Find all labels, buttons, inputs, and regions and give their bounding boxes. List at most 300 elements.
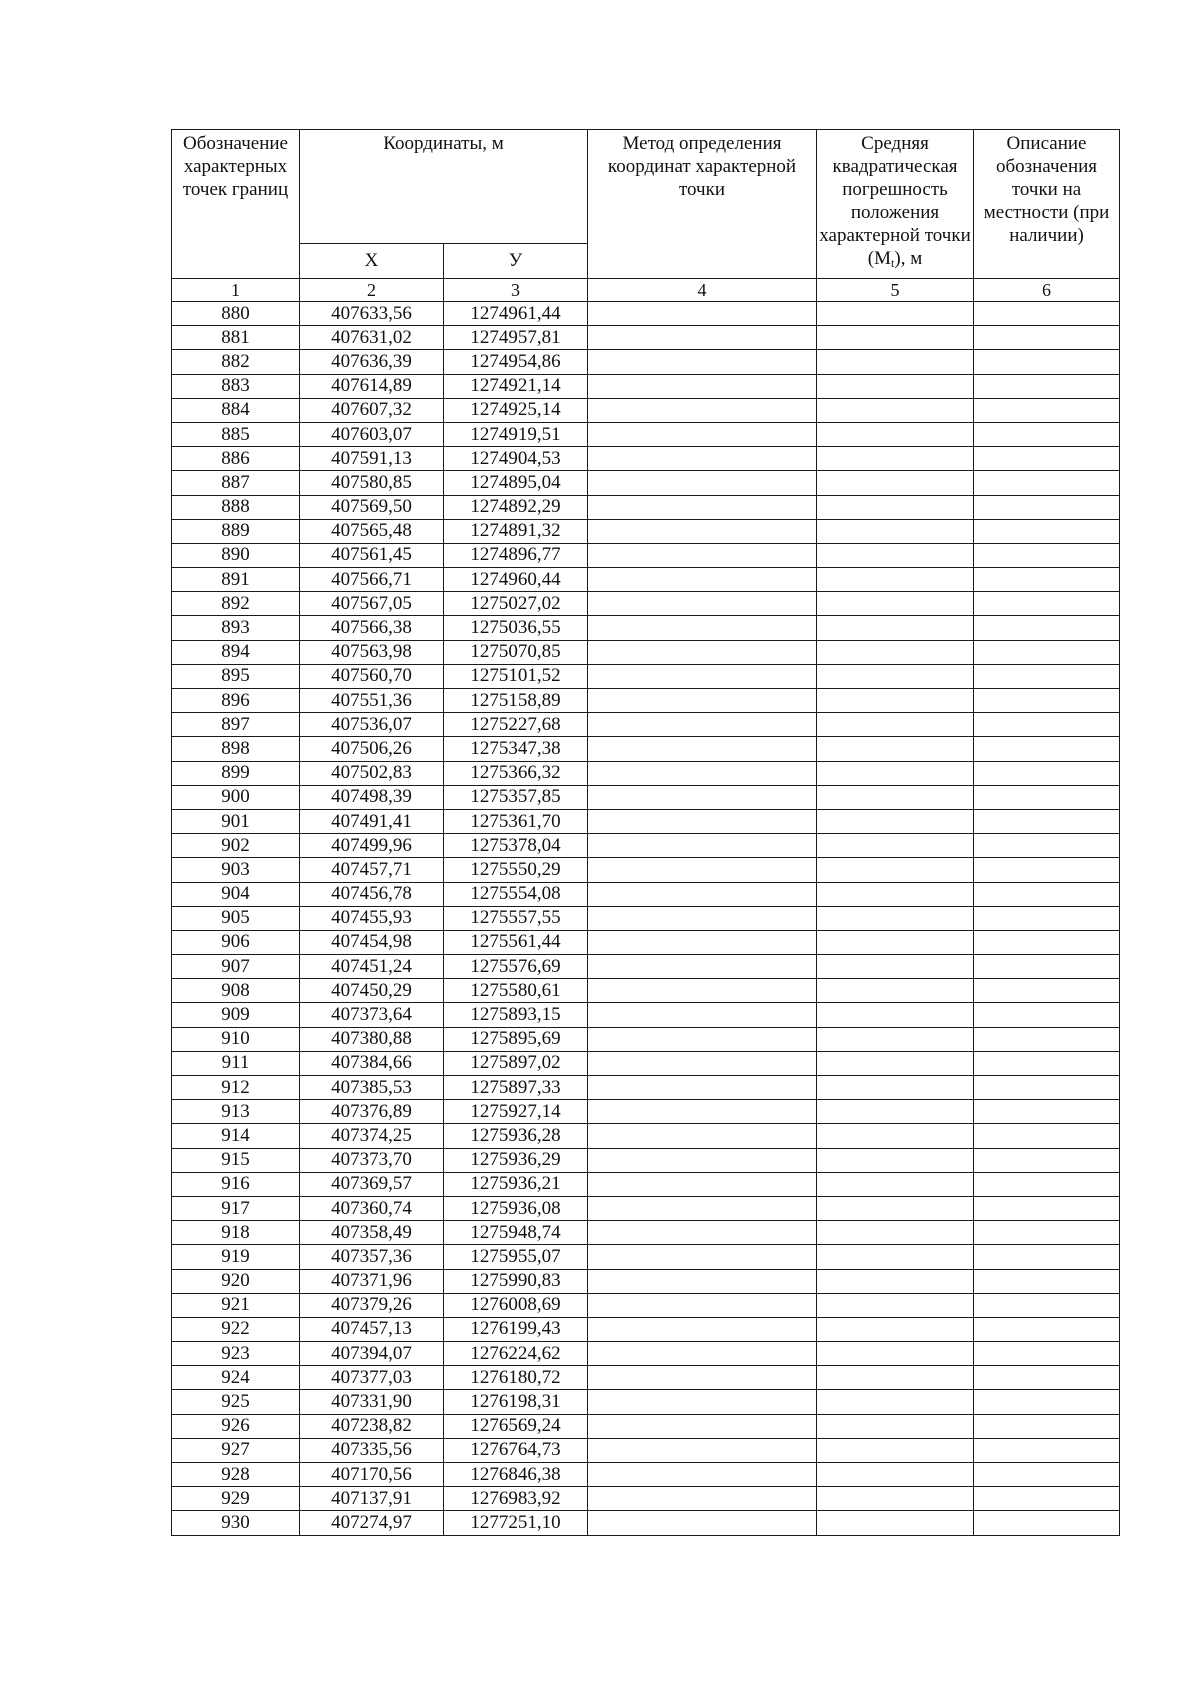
table-row	[172, 1148, 1120, 1172]
point-cell: 928	[172, 1463, 300, 1487]
method-cell	[588, 398, 817, 422]
y-cell: 1275576,69	[444, 955, 588, 979]
description-cell	[974, 1414, 1120, 1438]
table-row	[172, 785, 1120, 809]
table-row	[172, 1317, 1120, 1341]
x-cell: 407566,71	[300, 568, 444, 592]
description-cell	[974, 422, 1120, 446]
description-cell	[974, 1100, 1120, 1124]
method-cell	[588, 1487, 817, 1511]
point-cell: 894	[172, 640, 300, 664]
y-cell: 1275027,02	[444, 592, 588, 616]
column-number: 6	[974, 279, 1120, 302]
method-cell	[588, 1027, 817, 1051]
description-cell	[974, 1463, 1120, 1487]
x-cell: 407380,88	[300, 1027, 444, 1051]
description-cell	[974, 447, 1120, 471]
x-cell: 407498,39	[300, 785, 444, 809]
description-cell	[974, 930, 1120, 954]
description-cell	[974, 1051, 1120, 1075]
point-cell: 913	[172, 1100, 300, 1124]
x-cell: 407379,26	[300, 1293, 444, 1317]
point-cell: 883	[172, 374, 300, 398]
y-cell: 1275361,70	[444, 809, 588, 833]
method-cell	[588, 1148, 817, 1172]
y-cell: 1276764,73	[444, 1438, 588, 1462]
point-cell: 909	[172, 1003, 300, 1027]
table-row	[172, 302, 1120, 326]
error-cell	[817, 616, 974, 640]
y-cell: 1275897,33	[444, 1076, 588, 1100]
point-cell: 917	[172, 1196, 300, 1220]
table-row	[172, 1245, 1120, 1269]
x-cell: 407238,82	[300, 1414, 444, 1438]
y-cell: 1276569,24	[444, 1414, 588, 1438]
method-cell	[588, 1317, 817, 1341]
table-row	[172, 1051, 1120, 1075]
y-cell: 1275948,74	[444, 1221, 588, 1245]
error-cell	[817, 785, 974, 809]
table-body	[172, 302, 1120, 1536]
x-cell: 407499,96	[300, 834, 444, 858]
y-cell: 1274954,86	[444, 350, 588, 374]
error-cell	[817, 834, 974, 858]
description-cell	[974, 1487, 1120, 1511]
x-cell: 407565,48	[300, 519, 444, 543]
description-cell	[974, 495, 1120, 519]
method-cell	[588, 1438, 817, 1462]
method-cell	[588, 1463, 817, 1487]
point-cell: 880	[172, 302, 300, 326]
point-cell: 929	[172, 1487, 300, 1511]
description-cell	[974, 1269, 1120, 1293]
y-cell: 1274904,53	[444, 447, 588, 471]
method-cell	[588, 1414, 817, 1438]
table-row	[172, 834, 1120, 858]
method-cell	[588, 834, 817, 858]
table-row	[172, 689, 1120, 713]
y-cell: 1276199,43	[444, 1317, 588, 1341]
y-cell: 1275955,07	[444, 1245, 588, 1269]
table-row	[172, 1100, 1120, 1124]
description-cell	[974, 1342, 1120, 1366]
description-cell	[974, 906, 1120, 930]
method-cell	[588, 858, 817, 882]
point-cell: 882	[172, 350, 300, 374]
error-cell	[817, 1487, 974, 1511]
y-cell: 1274925,14	[444, 398, 588, 422]
point-cell: 893	[172, 616, 300, 640]
description-cell	[974, 640, 1120, 664]
error-cell	[817, 1342, 974, 1366]
description-cell	[974, 1511, 1120, 1535]
y-cell: 1275561,44	[444, 930, 588, 954]
point-cell: 896	[172, 689, 300, 713]
header-method: Метод определения координат характерной точки	[588, 130, 817, 279]
y-cell: 1276983,92	[444, 1487, 588, 1511]
description-cell	[974, 1076, 1120, 1100]
point-cell: 923	[172, 1342, 300, 1366]
error-cell	[817, 979, 974, 1003]
y-cell: 1275936,28	[444, 1124, 588, 1148]
method-cell	[588, 374, 817, 398]
point-cell: 924	[172, 1366, 300, 1390]
error-cell	[817, 350, 974, 374]
table-row	[172, 1196, 1120, 1220]
y-cell: 1276224,62	[444, 1342, 588, 1366]
description-cell	[974, 519, 1120, 543]
point-cell: 898	[172, 737, 300, 761]
x-cell: 407373,64	[300, 1003, 444, 1027]
column-number: 5	[817, 279, 974, 302]
description-cell	[974, 543, 1120, 567]
table-row	[172, 495, 1120, 519]
description-cell	[974, 1196, 1120, 1220]
error-cell	[817, 809, 974, 833]
error-cell	[817, 1124, 974, 1148]
error-cell	[817, 713, 974, 737]
y-cell: 1275036,55	[444, 616, 588, 640]
header-point-designation: Обозначение характерных точек границ	[172, 130, 300, 279]
x-cell: 407536,07	[300, 713, 444, 737]
description-cell	[974, 834, 1120, 858]
description-cell	[974, 568, 1120, 592]
header-error-subscript: t	[891, 256, 895, 270]
description-cell	[974, 1124, 1120, 1148]
x-cell: 407506,26	[300, 737, 444, 761]
table-row	[172, 1027, 1120, 1051]
table-row	[172, 1293, 1120, 1317]
y-cell: 1276180,72	[444, 1366, 588, 1390]
table-row	[172, 1124, 1120, 1148]
error-cell	[817, 955, 974, 979]
y-cell: 1275580,61	[444, 979, 588, 1003]
x-cell: 407569,50	[300, 495, 444, 519]
method-cell	[588, 1245, 817, 1269]
table-row	[172, 979, 1120, 1003]
method-cell	[588, 422, 817, 446]
x-cell: 407502,83	[300, 761, 444, 785]
y-cell: 1275554,08	[444, 882, 588, 906]
error-cell	[817, 568, 974, 592]
y-cell: 1275897,02	[444, 1051, 588, 1075]
error-cell	[817, 1511, 974, 1535]
y-cell: 1274961,44	[444, 302, 588, 326]
description-cell	[974, 616, 1120, 640]
point-cell: 916	[172, 1172, 300, 1196]
method-cell	[588, 664, 817, 688]
error-cell	[817, 543, 974, 567]
x-cell: 407385,53	[300, 1076, 444, 1100]
error-cell	[817, 1027, 974, 1051]
table-row	[172, 1463, 1120, 1487]
y-cell: 1274891,32	[444, 519, 588, 543]
point-cell: 927	[172, 1438, 300, 1462]
table-row	[172, 1221, 1120, 1245]
error-cell	[817, 930, 974, 954]
boundary-points-table	[171, 129, 1120, 1536]
y-cell: 1275158,89	[444, 689, 588, 713]
table-header	[172, 130, 1120, 302]
y-cell: 1274919,51	[444, 422, 588, 446]
description-cell	[974, 1003, 1120, 1027]
point-cell: 901	[172, 809, 300, 833]
point-cell: 925	[172, 1390, 300, 1414]
table-row	[172, 616, 1120, 640]
x-cell: 407457,71	[300, 858, 444, 882]
table-row	[172, 1076, 1120, 1100]
point-cell: 915	[172, 1148, 300, 1172]
error-cell	[817, 1317, 974, 1341]
description-cell	[974, 713, 1120, 737]
x-cell: 407636,39	[300, 350, 444, 374]
description-cell	[974, 592, 1120, 616]
point-cell: 897	[172, 713, 300, 737]
method-cell	[588, 519, 817, 543]
description-cell	[974, 1317, 1120, 1341]
method-cell	[588, 1124, 817, 1148]
y-cell: 1274896,77	[444, 543, 588, 567]
point-cell: 903	[172, 858, 300, 882]
error-cell	[817, 1366, 974, 1390]
method-cell	[588, 447, 817, 471]
description-cell	[974, 1293, 1120, 1317]
table-row	[172, 713, 1120, 737]
description-cell	[974, 1148, 1120, 1172]
method-cell	[588, 495, 817, 519]
y-cell: 1275101,52	[444, 664, 588, 688]
method-cell	[588, 906, 817, 930]
table-row	[172, 1487, 1120, 1511]
x-cell: 407373,70	[300, 1148, 444, 1172]
x-cell: 407633,56	[300, 302, 444, 326]
error-cell	[817, 471, 974, 495]
x-cell: 407170,56	[300, 1463, 444, 1487]
description-cell	[974, 1172, 1120, 1196]
table-row	[172, 1003, 1120, 1027]
x-cell: 407456,78	[300, 882, 444, 906]
y-cell: 1276008,69	[444, 1293, 588, 1317]
method-cell	[588, 1003, 817, 1027]
header-x: Х	[300, 244, 444, 279]
method-cell	[588, 1051, 817, 1075]
error-cell	[817, 1172, 974, 1196]
x-cell: 407274,97	[300, 1511, 444, 1535]
table-row	[172, 1390, 1120, 1414]
method-cell	[588, 1196, 817, 1220]
table-row	[172, 592, 1120, 616]
description-cell	[974, 1027, 1120, 1051]
table-row	[172, 326, 1120, 350]
y-cell: 1274960,44	[444, 568, 588, 592]
description-cell	[974, 858, 1120, 882]
header-coordinates: Координаты, м	[300, 130, 588, 244]
x-cell: 407561,45	[300, 543, 444, 567]
x-cell: 407454,98	[300, 930, 444, 954]
y-cell: 1275557,55	[444, 906, 588, 930]
method-cell	[588, 882, 817, 906]
error-cell	[817, 302, 974, 326]
table-row	[172, 664, 1120, 688]
y-cell: 1275070,85	[444, 640, 588, 664]
point-cell: 899	[172, 761, 300, 785]
table-row	[172, 350, 1120, 374]
error-cell	[817, 1245, 974, 1269]
table-row	[172, 471, 1120, 495]
error-cell	[817, 906, 974, 930]
method-cell	[588, 543, 817, 567]
column-number: 4	[588, 279, 817, 302]
y-cell: 1275936,21	[444, 1172, 588, 1196]
method-cell	[588, 761, 817, 785]
y-cell: 1275347,38	[444, 737, 588, 761]
method-cell	[588, 930, 817, 954]
point-cell: 889	[172, 519, 300, 543]
method-cell	[588, 713, 817, 737]
error-cell	[817, 737, 974, 761]
point-cell: 881	[172, 326, 300, 350]
point-cell: 887	[172, 471, 300, 495]
y-cell: 1275550,29	[444, 858, 588, 882]
method-cell	[588, 1511, 817, 1535]
point-cell: 912	[172, 1076, 300, 1100]
point-cell: 911	[172, 1051, 300, 1075]
point-cell: 886	[172, 447, 300, 471]
table-row	[172, 519, 1120, 543]
table-row	[172, 1172, 1120, 1196]
method-cell	[588, 809, 817, 833]
description-cell	[974, 689, 1120, 713]
method-cell	[588, 1100, 817, 1124]
x-cell: 407591,13	[300, 447, 444, 471]
column-number: 1	[172, 279, 300, 302]
x-cell: 407607,32	[300, 398, 444, 422]
x-cell: 407603,07	[300, 422, 444, 446]
y-cell: 1275227,68	[444, 713, 588, 737]
point-cell: 884	[172, 398, 300, 422]
table-row	[172, 568, 1120, 592]
method-cell	[588, 640, 817, 664]
x-cell: 407331,90	[300, 1390, 444, 1414]
table-row	[172, 1511, 1120, 1535]
point-cell: 908	[172, 979, 300, 1003]
x-cell: 407560,70	[300, 664, 444, 688]
method-cell	[588, 568, 817, 592]
description-cell	[974, 350, 1120, 374]
description-cell	[974, 326, 1120, 350]
x-cell: 407563,98	[300, 640, 444, 664]
y-cell: 1275378,04	[444, 834, 588, 858]
error-cell	[817, 1003, 974, 1027]
description-cell	[974, 979, 1120, 1003]
error-cell	[817, 664, 974, 688]
table-row	[172, 1342, 1120, 1366]
y-cell: 1276198,31	[444, 1390, 588, 1414]
y-cell: 1275990,83	[444, 1269, 588, 1293]
method-cell	[588, 1293, 817, 1317]
y-cell: 1275927,14	[444, 1100, 588, 1124]
y-cell: 1274957,81	[444, 326, 588, 350]
table-row	[172, 858, 1120, 882]
x-cell: 407455,93	[300, 906, 444, 930]
method-cell	[588, 1342, 817, 1366]
method-cell	[588, 1076, 817, 1100]
x-cell: 407451,24	[300, 955, 444, 979]
description-cell	[974, 785, 1120, 809]
point-cell: 926	[172, 1414, 300, 1438]
description-cell	[974, 955, 1120, 979]
table-row	[172, 809, 1120, 833]
method-cell	[588, 1221, 817, 1245]
x-cell: 407384,66	[300, 1051, 444, 1075]
method-cell	[588, 326, 817, 350]
header-mean-square-error	[817, 130, 974, 279]
error-cell	[817, 1221, 974, 1245]
x-cell: 407566,38	[300, 616, 444, 640]
error-cell	[817, 1269, 974, 1293]
description-cell	[974, 1366, 1120, 1390]
table-row	[172, 906, 1120, 930]
x-cell: 407631,02	[300, 326, 444, 350]
column-number: 2	[300, 279, 444, 302]
y-cell: 1275936,29	[444, 1148, 588, 1172]
table-row	[172, 422, 1120, 446]
x-cell: 407357,36	[300, 1245, 444, 1269]
method-cell	[588, 1172, 817, 1196]
x-cell: 407491,41	[300, 809, 444, 833]
x-cell: 407580,85	[300, 471, 444, 495]
point-cell: 921	[172, 1293, 300, 1317]
method-cell	[588, 979, 817, 1003]
y-cell: 1277251,10	[444, 1511, 588, 1535]
error-cell	[817, 689, 974, 713]
y-cell: 1274892,29	[444, 495, 588, 519]
method-cell	[588, 785, 817, 809]
x-cell: 407358,49	[300, 1221, 444, 1245]
error-cell	[817, 1414, 974, 1438]
table-row	[172, 374, 1120, 398]
point-cell: 891	[172, 568, 300, 592]
description-cell	[974, 1390, 1120, 1414]
method-cell	[588, 471, 817, 495]
x-cell: 407457,13	[300, 1317, 444, 1341]
point-cell: 907	[172, 955, 300, 979]
point-cell: 892	[172, 592, 300, 616]
header-y: У	[444, 244, 588, 279]
error-cell	[817, 1390, 974, 1414]
point-cell: 885	[172, 422, 300, 446]
table-row	[172, 398, 1120, 422]
error-cell	[817, 519, 974, 543]
table-row	[172, 737, 1120, 761]
table-row	[172, 640, 1120, 664]
description-cell	[974, 737, 1120, 761]
y-cell: 1275357,85	[444, 785, 588, 809]
header-error-unit: ), м	[894, 248, 923, 269]
description-cell	[974, 1245, 1120, 1269]
description-cell	[974, 664, 1120, 688]
point-cell: 895	[172, 664, 300, 688]
point-cell: 902	[172, 834, 300, 858]
header-description: Описание обозначения точки на местности (при наличии)	[974, 130, 1120, 279]
error-cell	[817, 761, 974, 785]
table-row	[172, 543, 1120, 567]
point-cell: 930	[172, 1511, 300, 1535]
point-cell: 922	[172, 1317, 300, 1341]
error-cell	[817, 640, 974, 664]
method-cell	[588, 737, 817, 761]
y-cell: 1275936,08	[444, 1196, 588, 1220]
